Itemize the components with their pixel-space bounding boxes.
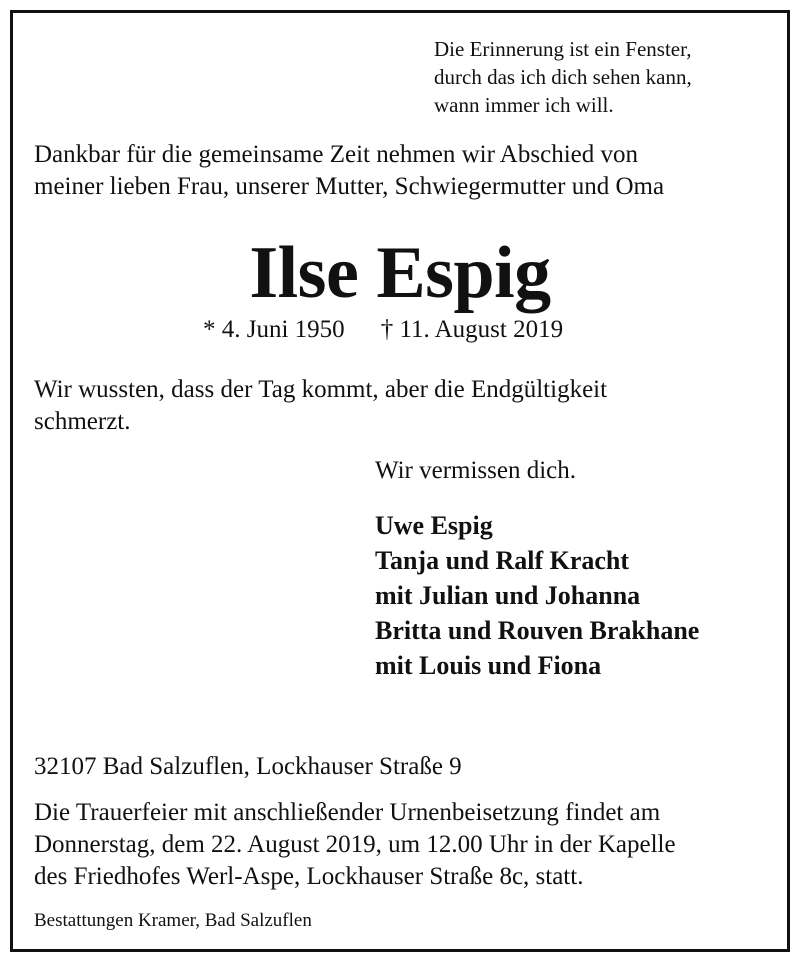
funeral-line: Die Trauerfeier mit anschließender Urnenbeisetzung findet am [34,799,661,826]
life-dates [203,316,563,344]
mourners-list [375,508,699,683]
quote-block [434,35,692,119]
intro-line: meiner lieben Frau, unserer Mutter, Schwiegermutter und Oma [34,173,665,200]
undertaker: Bestattungen Kramer, Bad Salzuflen [34,910,312,931]
reflection-text [34,374,607,438]
mourner-line: mit Louis und Fiona [375,651,602,680]
reflection-line: Wir wussten, dass der Tag kommt, aber die Endgültigkeit [34,376,608,403]
reflection-line: schmerzt. [34,408,131,435]
death-date: † 11. August 2019 [380,316,564,343]
intro-text [34,139,664,203]
miss-line: Wir vermissen dich. [375,457,577,484]
funeral-notice [34,797,676,893]
mourner-line: Tanja und Ralf Kracht [375,546,630,575]
deceased-name: Ilse Espig [249,232,551,314]
mourner-line: Uwe Espig [375,511,493,540]
quote-line: wann immer ich will. [434,93,614,117]
quote-line: Die Erinnerung ist ein Fenster, [434,37,692,61]
mourner-line: Britta und Rouven Brakhane [375,616,700,645]
mourner-line: mit Julian und Johanna [375,581,641,610]
intro-line: Dankbar für die gemeinsame Zeit nehmen wir Abschied von [34,141,638,168]
funeral-line: des Friedhofes Werl-Aspe, Lockhauser Straße 8c, statt. [34,863,584,890]
birth-date: * 4. Juni 1950 [203,316,345,343]
quote-line: durch das ich dich sehen kann, [434,65,692,89]
funeral-line: Donnerstag, dem 22. August 2019, um 12.00 Uhr in der Kapelle [34,831,676,858]
obituary-frame [10,10,790,952]
address: 32107 Bad Salzuflen, Lockhauser Straße 9 [34,753,462,780]
